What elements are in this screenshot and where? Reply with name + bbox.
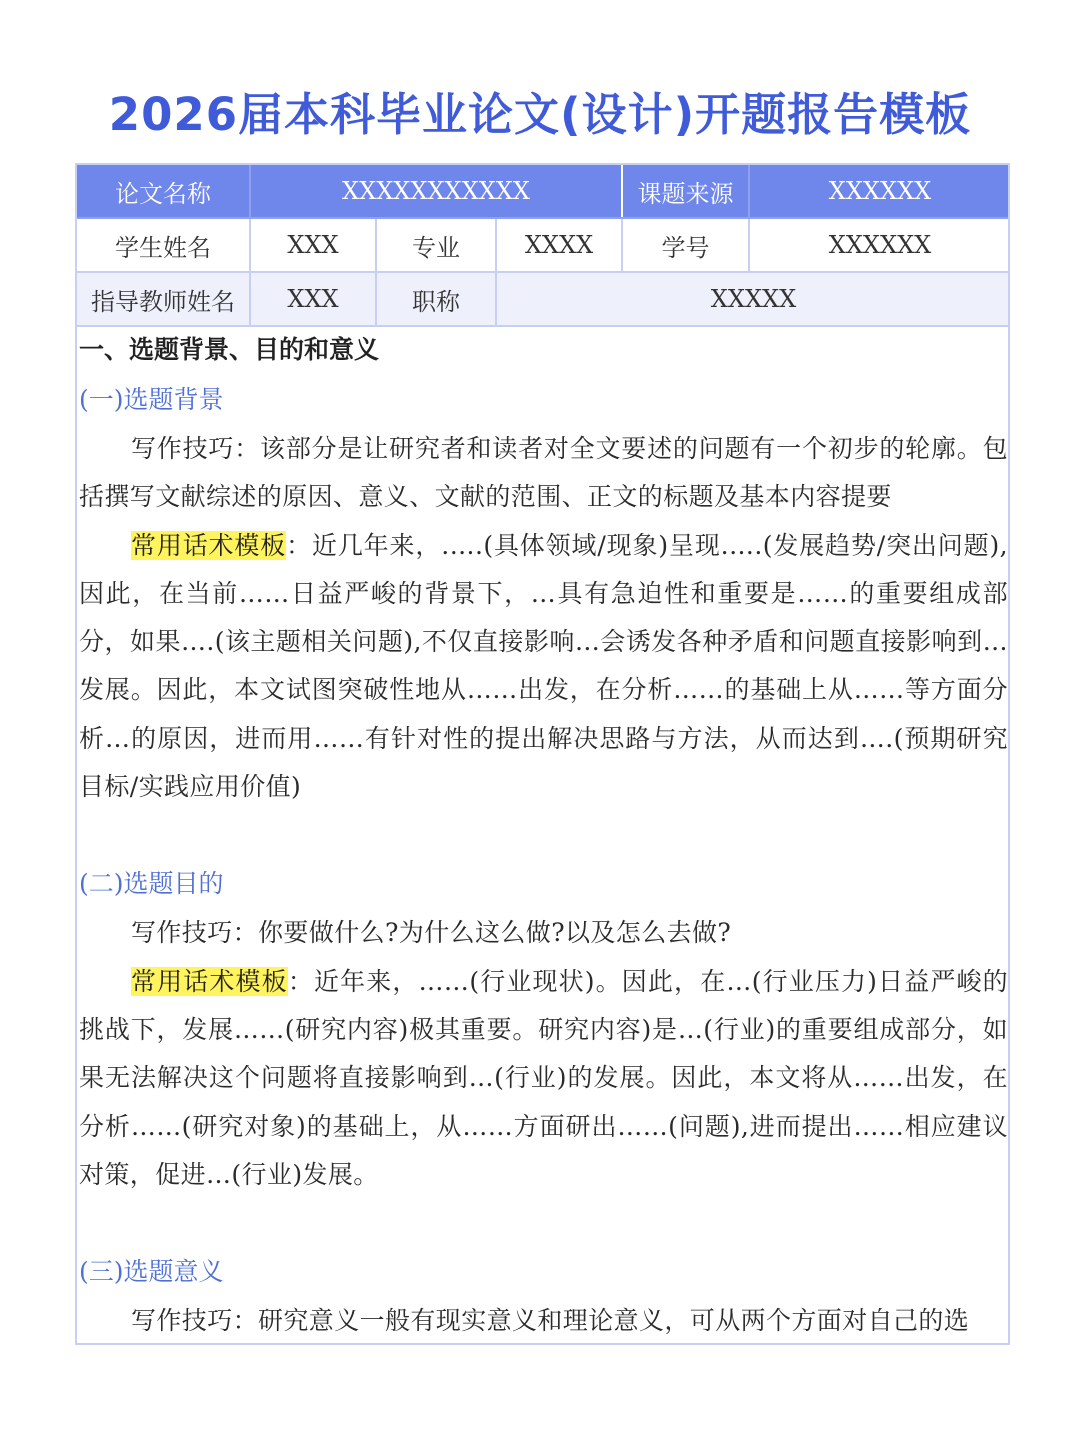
label-student-name: 学生姓名 <box>76 218 250 272</box>
spacer <box>79 811 1008 859</box>
template-label-highlight: 常用话术模板 <box>131 966 288 996</box>
purpose-template-text: ：近年来，……(行业现状)。因此，在…(行业压力)日益严峻的挑战下，发展……(研究内容)极其重要。研究内容)是…(行业)的重要组成部分，如果无法解决这个问题将直接影响到…(行业)的发展。因此，本文将从……出发，在分析……(研究对象)的基础上，从……方面研出……(问题),进而提出……相应建议对策，促进…(行业)发展。 <box>79 966 1009 1189</box>
label-thesis-name: 论文名称 <box>76 164 250 218</box>
title-rank-value: XXXXX <box>496 272 1010 326</box>
major-value: XXXX <box>496 218 622 272</box>
subsection-purpose-heading: (二)选题目的 <box>79 869 224 899</box>
background-template-text: ：近几年来，.….(具体领域/现象)呈现.….(发展趋势/突出问题),因此，在当前……日益严峻的背景下，…具有急迫性和重要是……的重要组成部分，如果….(该主题相关问题),不仅直接影响…会诱发各种矛盾和问题直接影响到…发展。因此，本文试图突破性地从……出发，在分析……的基础上从……等方面分析…的原因，进而用……有针对性的提出解决思路与方法，从而达到….(预期研究目标/实践应用价值) <box>79 530 1008 802</box>
student-name-value: XXX <box>250 218 376 272</box>
page-title: 2026届本科毕业论文(设计)开题报告模板 <box>108 88 972 141</box>
report-content <box>77 325 1010 1345</box>
label-title-rank: 职称 <box>376 272 496 326</box>
significance-tip: 写作技巧：研究意义一般有现实意义和理论意义，可从两个方面对自己的选 <box>131 1306 970 1336</box>
topic-source-value: XXXXXX <box>749 164 1010 218</box>
spacer <box>79 1199 1008 1247</box>
purpose-tip: 写作技巧：你要做什么?为什么这么做?以及怎么去做? <box>131 918 732 948</box>
student-id-value: XXXXXX <box>749 218 1010 272</box>
subsection-significance-heading: (三)选题意义 <box>79 1257 224 1287</box>
thesis-name-value: XXXXXXXXXXX <box>250 164 622 218</box>
advisor-name-value: XXX <box>250 272 376 326</box>
info-row-student <box>76 218 1010 272</box>
label-advisor-name: 指导教师姓名 <box>76 272 250 326</box>
label-student-id: 学号 <box>622 218 749 272</box>
report-frame <box>75 163 1010 1345</box>
subsection-background-heading: (一)选题背景 <box>79 385 224 414</box>
label-major: 专业 <box>376 218 496 272</box>
background-template <box>79 522 1008 812</box>
background-tip: 写作技巧：该部分是让研究者和读者对全文要述的问题有一个初步的轮廓。包括撰写文献综述的原因、意义、文献的范围、正文的标题及基本内容提要 <box>79 434 1008 512</box>
label-topic-source: 课题来源 <box>622 164 749 218</box>
info-row-thesis <box>76 164 1010 218</box>
template-label-highlight: 常用话术模板 <box>131 530 287 560</box>
section-1-heading: 一、选题背景、目的和意义 <box>79 335 380 364</box>
info-row-advisor <box>76 272 1010 326</box>
purpose-template <box>79 958 1008 1199</box>
info-table <box>75 163 1010 327</box>
